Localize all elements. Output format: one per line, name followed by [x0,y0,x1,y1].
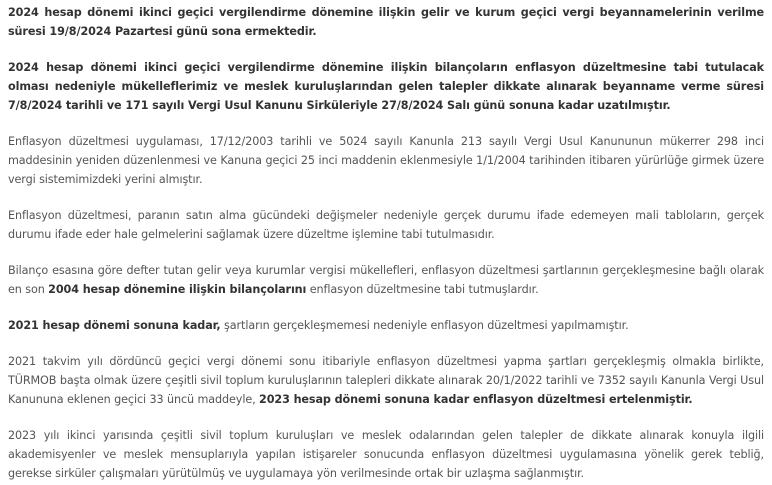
paragraph-text: Bilanço esasına göre defter tutan gelir veya kurumlar vergisi mükellefleri, enflasyon düzeltmesi şartlarının gerçekleşmesine bağlı olarak en son [8,264,764,296]
bold-phrase: 2021 hesap dönemi sonuna kadar, [8,319,221,332]
paragraph-text: enflasyon düzeltmesine tabi tutmuşlardır. [306,283,539,296]
paragraph-postponement [8,352,764,409]
bold-phrase: 2023 hesap dönemi sonuna kadar enflasyon düzeltmesi ertelenmiştir. [259,393,693,406]
paragraph-last-adjustment [8,261,764,299]
paragraph-extension: 2024 hesap dönemi ikinci geçici vergilendirme dönemine ilişkin bilançoların enflasyon düzeltmesine tabi tutulacak olması nedeniyle mükelleflerimiz ve meslek kuruluşlarından gelen talepler dikkate alınarak beyanname verme süresi 7/8/2024 tarihli ve 171 sayılı Vergi Usul Kanunu Sirküleriyle 27/8/2024 Salı günü sonuna kadar uzatılmıştır. [8,61,764,112]
paragraph-inflation-definition: Enflasyon düzeltmesi, paranın satın alma gücündeki değişmeler nedeniyle gerçek durumu ifade edemeyen mali tabloların, gerçek durumu ifade eder hale gelmelerini sağlamak üzere düzeltme işlemine tabi tutulmasıdır. [8,209,764,241]
paragraph-text: 2021 takvim yılı dördüncü geçici vergi dönemi sonu itibariyle enflasyon düzeltmesi yapma şartları gerçekleşmiş olmakla birlikte, TÜRMOB başta olmak üzere çeşitli sivil toplum kuruluşlarının talepleri dikkate alınarak 20/1/2022 tarihli ve 7352 sayılı Kanunla Vergi Usul Kanununa eklenen geçici 33 üncü maddeyle, [8,355,764,406]
bold-phrase: 2004 hesap dönemine ilişkin bilançolarını [48,283,307,296]
paragraph-consensus: 2023 yılı ikinci yarısında çeşitli sivil toplum kuruluşları ve meslek odalarından gelen talepler de dikkate alınarak konuyla ilgili akademisyenler ve meslek mensuplarıyla yapılan istişareler sonucunda enflasyon düzeltmesi uygulamasına yönelik gerek tebliğ, gerekse sirküler çalışmaları yürütülmüş ve uygulamaya yön verilmesinde ortak bir uzlaşma sağlanmıştır. [8,429,764,480]
paragraph-text: şartların gerçekleşmemesi nedeniyle enflasyon düzeltmesi yapılmamıştır. [220,319,629,332]
paragraph-deadline: 2024 hesap dönemi ikinci geçici vergilendirme dönemine ilişkin gelir ve kurum geçici vergi beyannamelerinin verilme süresi 19/8/2024 Pazartesi günü sona ermektedir. [8,6,764,38]
paragraph-inflation-history: Enflasyon düzeltmesi uygulaması, 17/12/2003 tarihli ve 5024 sayılı Kanunla 213 sayılı Vergi Usul Kanununun mükerrer 298 inci maddesinin yeniden düzenlenmesi ve Kanuna geçici 25 inci maddenin eklenmesiyle 1/1/2004 tarihinden itibaren yürürlüğe girmek üzere vergi sistemimizdeki yerini almıştır. [8,135,764,186]
paragraph-until-2021 [8,316,764,335]
